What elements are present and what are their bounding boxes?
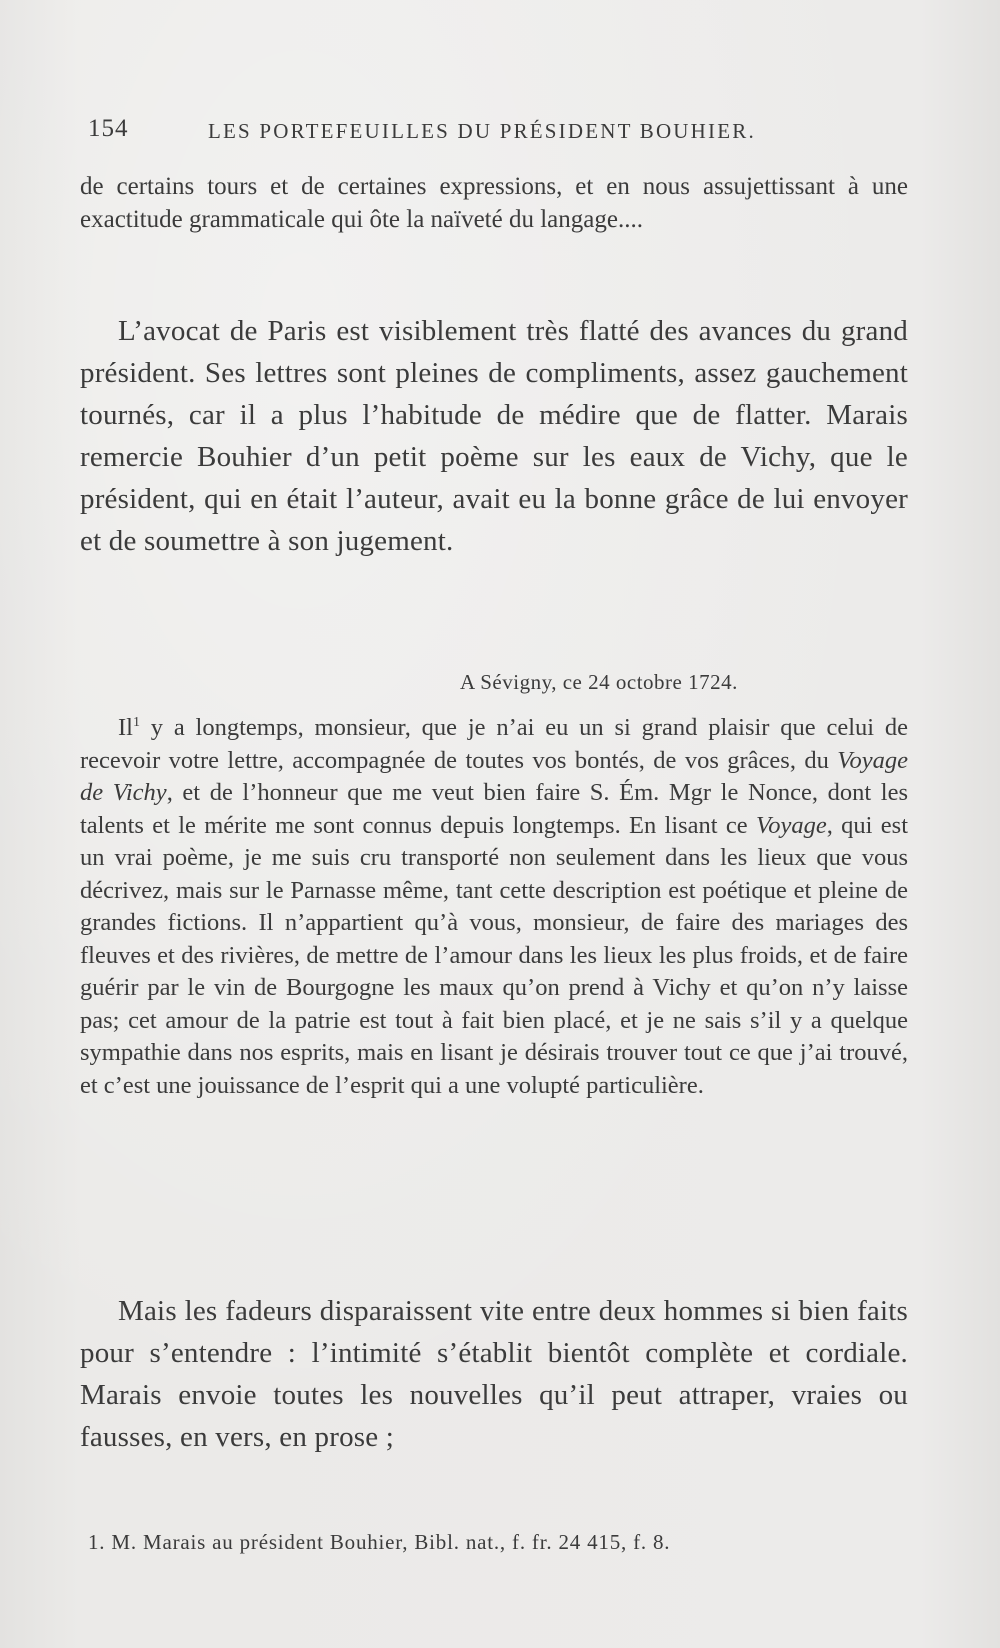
letter-part-2: , et de l’honneur que me veut bien faire S. Ém. Mgr le Nonce, dont les talents et le mérite me sont connus depuis longtemps. En lisant ce (80, 779, 908, 839)
quote-continuation (80, 170, 908, 236)
quote-continuation-text: de certains tours et de certaines expressions, et en nous assujettissant à une exactitude grammaticale qui ôte la naïveté du langage.... (80, 173, 908, 233)
letter-part-1: y a longtemps, monsieur, que je n’ai eu un si grand plaisir que celui de recevoir votre lettre, accompagnée de toutes vos bontés, de vos grâces, du (80, 714, 908, 774)
letter-part-3: , qui est un vrai poème, je me suis cru transporté non seulement dans les lieux que vous décrivez, mais sur le Parnasse même, tant cette description est poétique et pleine de grandes fictions. Il n’appartient qu’à vous, monsieur, de faire des mariages des fleuves et des rivières, de mettre de l’amour dans les lieux les plus froids, et de faire guérir par le vin de Bourgogne les maux qu’on prend à Vichy et qu’on n’y laisse pas; cet amour de la patrie est tout à fait bien placé, et je ne sais s’il y a quelque sympathie dans nos esprits, mais en lisant je désirais trouver tout ce que j’ai trouvé, et c’est une jouissance de l’esprit qui a une volupté particulière. (80, 811, 908, 1099)
letter-title-voyage: Voyage (755, 811, 827, 839)
paragraph-1-text: L’avocat de Paris est visiblement très flatté des avances du grand président. Ses lettres sont pleines de compliments, assez gauchement tournés, car il a plus l’habitude de médire que de flatter. Marais remercie Bouhier d’un petit poème sur les eaux de Vichy, que le président, qui en était l’auteur, avait eu la bonne grâce de lui envoyer et de soumettre à son jugement. (80, 315, 908, 557)
page-number: 154 (88, 115, 129, 142)
letter-text (80, 712, 908, 1102)
body-paragraph-1 (80, 310, 908, 562)
letter-first-word: Il (118, 714, 133, 741)
letter-dateline: A Sévigny, ce 24 octobre 1724. (460, 670, 738, 694)
letter-title-voyage-de-vichy: Voyage de Vichy (80, 746, 908, 806)
running-title: LES PORTEFEUILLES DU PRÉSIDENT BOUHIER. (208, 119, 756, 143)
body-paragraph-2 (80, 1290, 908, 1458)
footnote-marker[interactable]: 1 (132, 714, 140, 730)
page-header (88, 115, 823, 155)
footnote: 1. M. Marais au président Bouhier, Bibl. nat., f. fr. 24 415, f. 8. (88, 1530, 671, 1554)
letter-excerpt (80, 712, 908, 1102)
paragraph-2-text: Mais les fadeurs disparaissent vite entre deux hommes si bien faits pour s’entendre : l’intimité s’établit bientôt complète et cordiale. Marais envoie toutes les nouvelles qu’il peut attraper, vraies ou fausses, en vers, en prose ; (80, 1295, 908, 1453)
